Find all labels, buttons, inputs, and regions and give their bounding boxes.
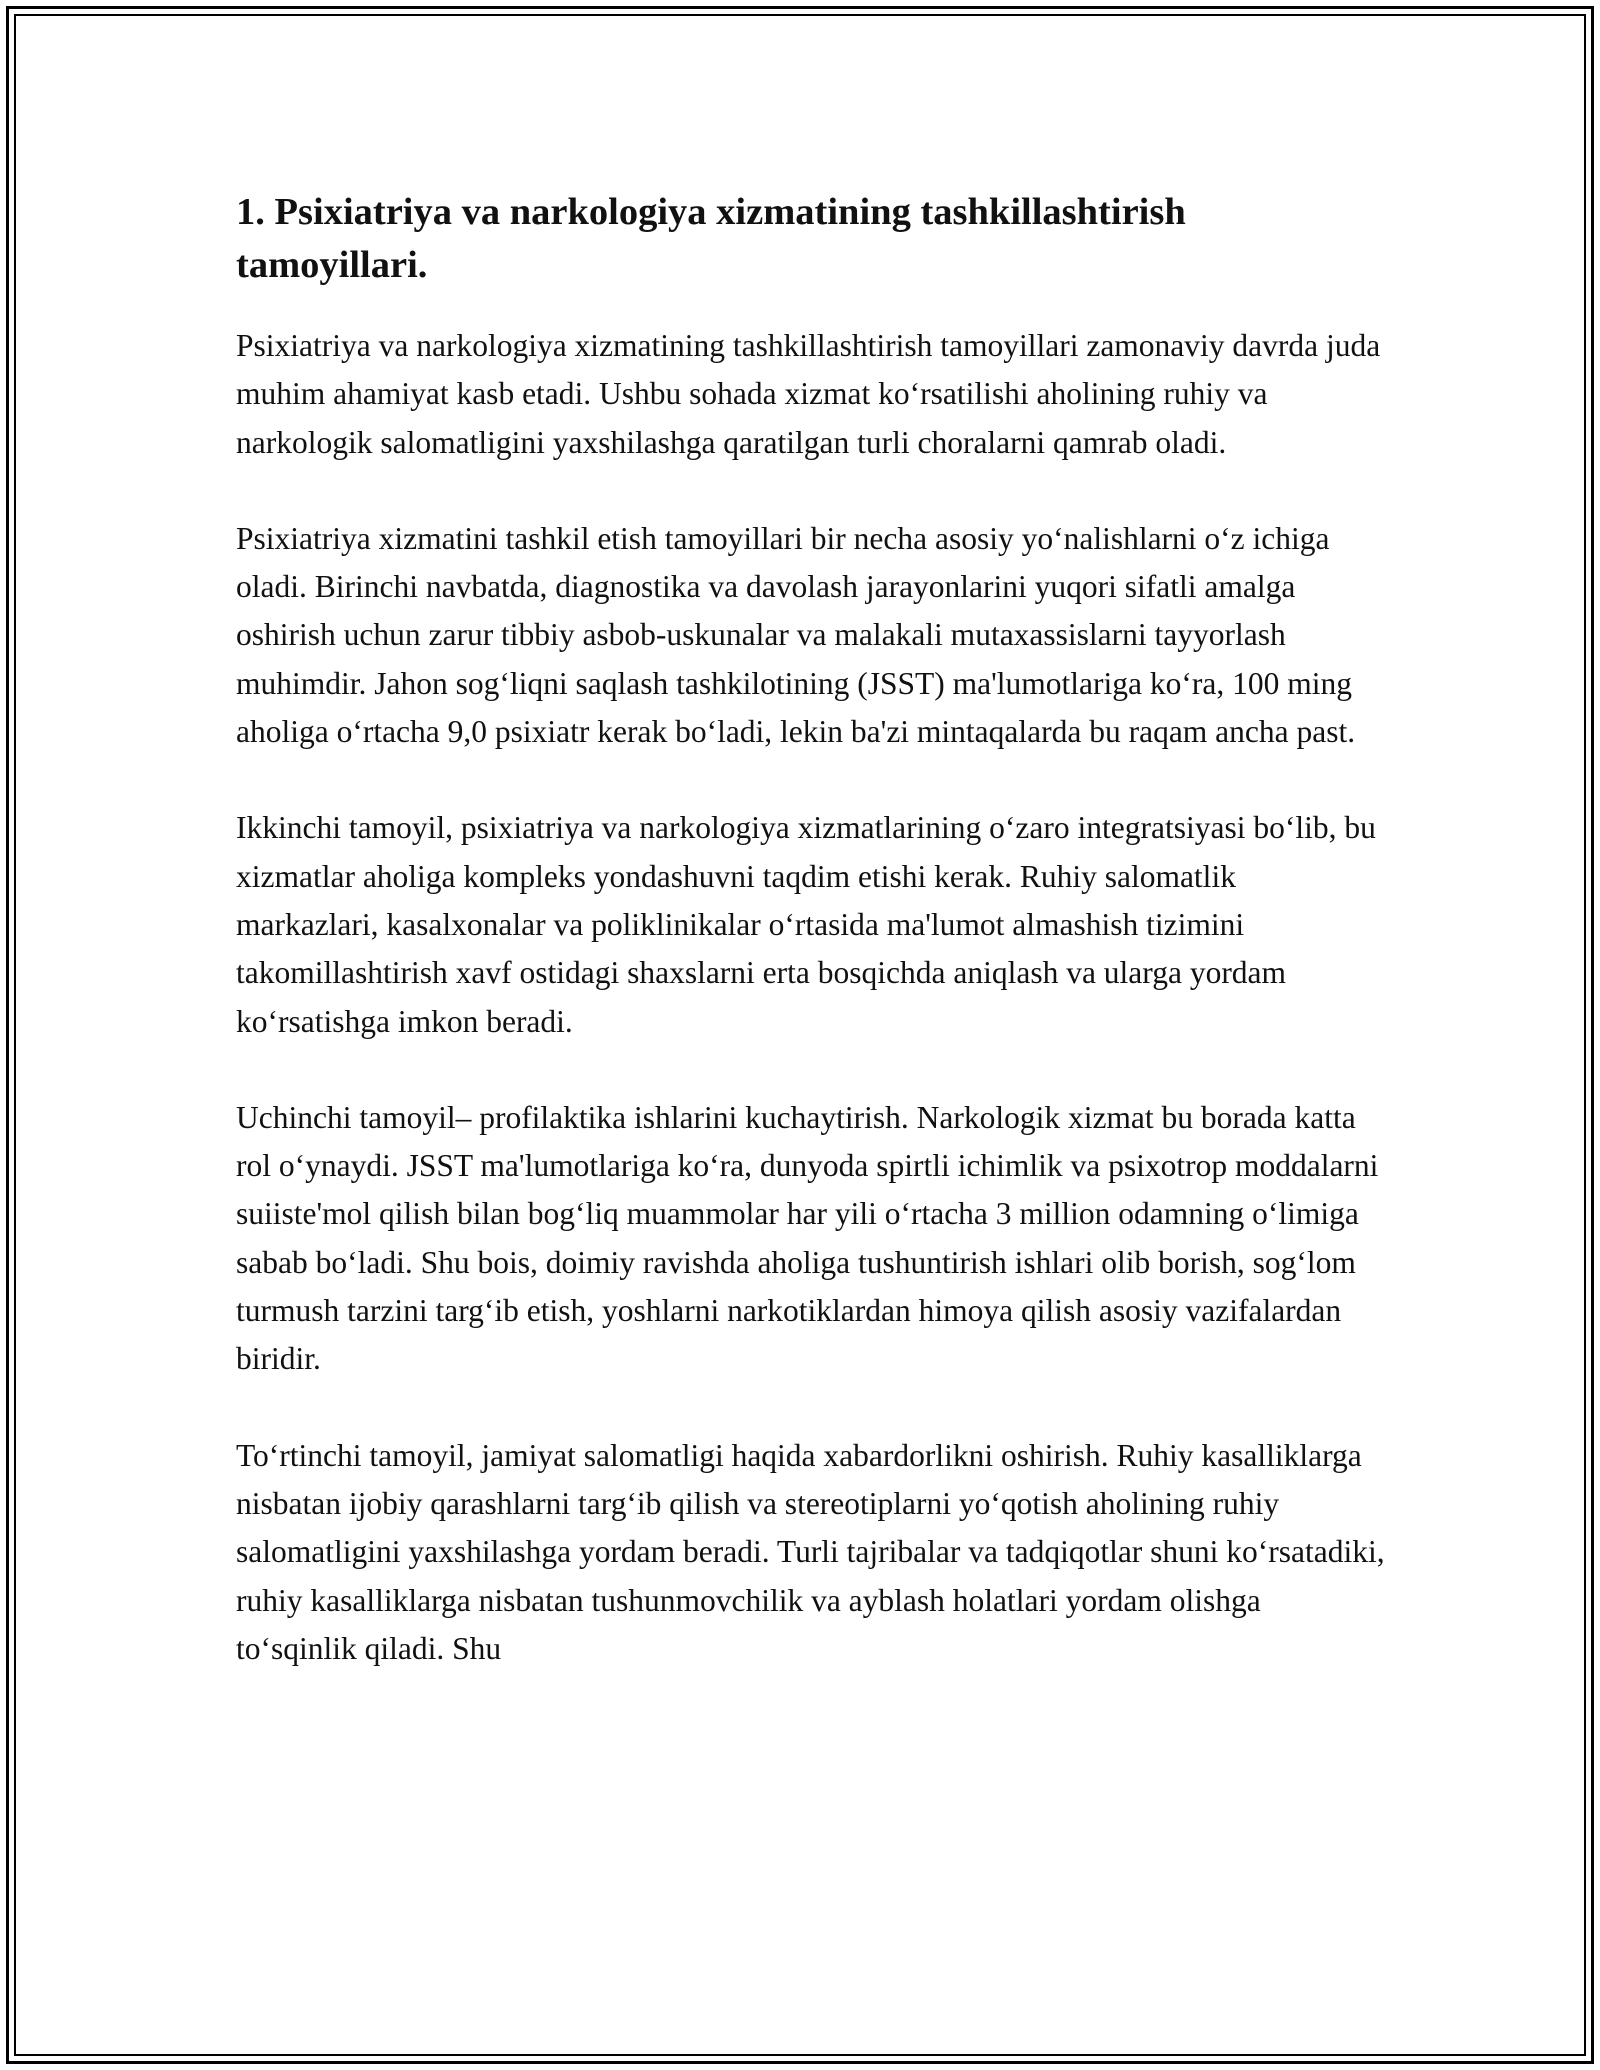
paragraph-first-principle: Psixiatriya xizmatini tashkil etish tamoyillari bir necha asosiy yo‘nalishlarni o‘z ichiga oladi. Birinchi navbatda, diagnostika va davolash jarayonlarini yuqori sifatli amalga oshirish uchun zarur tibbiy asbob-uskunalar va malakali mutaxassislarni tayyorlash muhimdir. Jahon sog‘liqni saqlash tashkilotining (JSST) ma'lumotlariga ko‘ra, 100 ming aholiga o‘rtacha 9,0 psixiatr kerak bo‘ladi, lekin ba'zi mintaqalarda bu raqam ancha past. — [236, 520, 1356, 750]
paragraph-third-principle: Uchinchi tamoyil– profilaktika ishlarini kuchaytirish. Narkologik xizmat bu borada katta rol o‘ynaydi. JSST ma'lumotlariga ko‘ra, dunyoda spirtli ichimlik va psixotrop moddalarni suiiste'mol qilish bilan bog‘liq muammolar har yili o‘rtacha 3 million odamning o‘limiga sabab bo‘ladi. Shu bois, doimiy ravishda aholiga tushuntirish ishlari olib borish, sog‘lom turmush tarzini targ‘ib etish, yoshlarni narkotiklardan himoya qilish asosiy vazifalardan biridir. — [236, 1099, 1379, 1377]
paragraph-second-principle: Ikkinchi tamoyil, psixiatriya va narkologiya xizmatlarining o‘zaro integratsiyasi bo‘lib, bu xizmatlar aholiga kompleks yondashuvni taqdim etishi kerak. Ruhiy salomatlik markazlari, kasalxonalar va poliklinikalar o‘rtasida ma'lumot almashish tizimini takomillashtirish xavf ostidagi shaxslarni erta bosqichda aniqlash va ularga yordam ko‘rsatishga imkon beradi. — [236, 810, 1376, 1039]
document-body — [236, 186, 1386, 1721]
paragraph-fourth-principle: To‘rtinchi tamoyil, jamiyat salomatligi haqida xabardorlikni oshirish. Ruhiy kasalliklarga nisbatan ijobiy qarashlarni targ‘ib qilish va stereotiplarni yo‘qotish aholining ruhiy salomatligini yaxshilashga yordam beradi. Turli tajribalar va tadqiqotlar shuni ko‘rsatadiki, ruhiy kasalliklarga nisbatan tushunmovchilik va ayblash holatlari yordam olishga to‘sqinlik qiladi. Shu — [236, 1437, 1385, 1666]
document-title: 1. Psixiatriya va narkologiya xizmatining tashkillashtirish tamoyillari. — [236, 191, 1186, 286]
paragraph-intro: Psixiatriya va narkologiya xizmatining tashkillashtirish tamoyillari zamonaviy davrda juda muhim ahamiyat kasb etadi. Ushbu sohada xizmat ko‘rsatilishi aholining ruhiy va narkologik salomatligini yaxshilashga qaratilgan turli choralarni qamrab oladi. — [236, 328, 1381, 460]
